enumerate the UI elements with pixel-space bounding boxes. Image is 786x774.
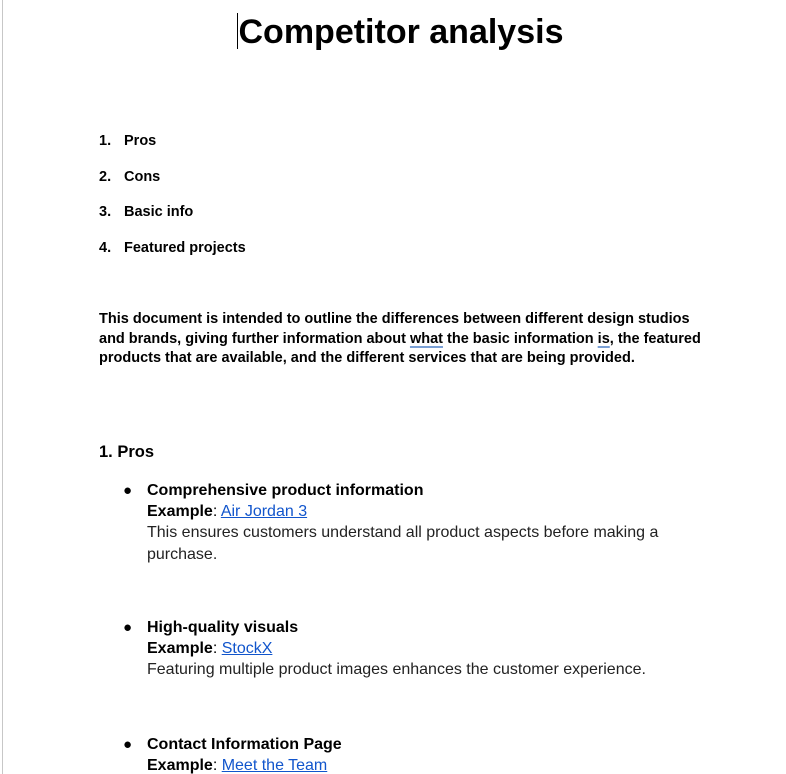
toc-item[interactable] [99,202,246,238]
document-title-text: Competitor analysis [238,13,564,51]
example-line [147,638,707,659]
list-item-body [147,734,707,774]
list-item-body [147,480,707,565]
example-label: Example [147,757,213,774]
intro-paragraph[interactable] [99,310,704,369]
toc-item[interactable] [99,167,246,203]
text-cursor [237,13,238,49]
table-of-contents [99,131,246,273]
intro-text: , the featured products that are available, and the different services that are being provided. [99,330,701,367]
example-link[interactable]: StockX [221,640,273,658]
example-label: Example [147,503,213,521]
grammar-suggestion-what[interactable]: what [409,330,443,347]
intro-text: This document is intended to outline the differences between different design studios and brands, giving further information about [99,311,690,347]
pro-description: Featuring multiple product images enhances the customer experience. [147,661,646,679]
document-title[interactable] [0,12,786,52]
intro-text: the basic information [442,330,598,347]
toc-item-label: Cons [124,168,161,185]
pro-title: Comprehensive product information [147,482,424,499]
bullet-icon: ● [123,619,133,636]
toc-item-label: Featured projects [124,239,246,256]
toc-item[interactable] [99,131,246,167]
example-label: Example [147,640,213,658]
toc-item[interactable] [99,238,246,274]
example-link[interactable]: Meet the Team [221,757,328,774]
page-left-border [2,0,3,774]
example-colon: : [212,757,222,774]
pro-title: Contact Information Page [147,736,342,753]
section-heading-pros[interactable]: 1. Pros [99,443,155,461]
toc-item-number: 4. [99,239,112,256]
bullet-icon: ● [123,482,133,499]
pro-title: High-quality visuals [147,619,299,636]
list-item-body [147,617,707,681]
grammar-suggestion-is[interactable]: is [597,330,610,347]
example-colon: : [212,640,222,658]
toc-item-label: Basic info [124,204,194,220]
example-line [147,755,707,774]
toc-item-label: Pros [124,133,157,149]
example-line [147,501,707,522]
toc-item-number: 3. [99,204,112,220]
pro-description: This ensures customers understand all product aspects before making a purchase. [147,524,659,563]
toc-item-number: 1. [99,133,112,149]
toc-item-number: 2. [99,168,112,185]
bullet-icon: ● [123,736,133,753]
example-colon: : [212,503,221,521]
example-link[interactable]: Air Jordan 3 [220,503,308,521]
